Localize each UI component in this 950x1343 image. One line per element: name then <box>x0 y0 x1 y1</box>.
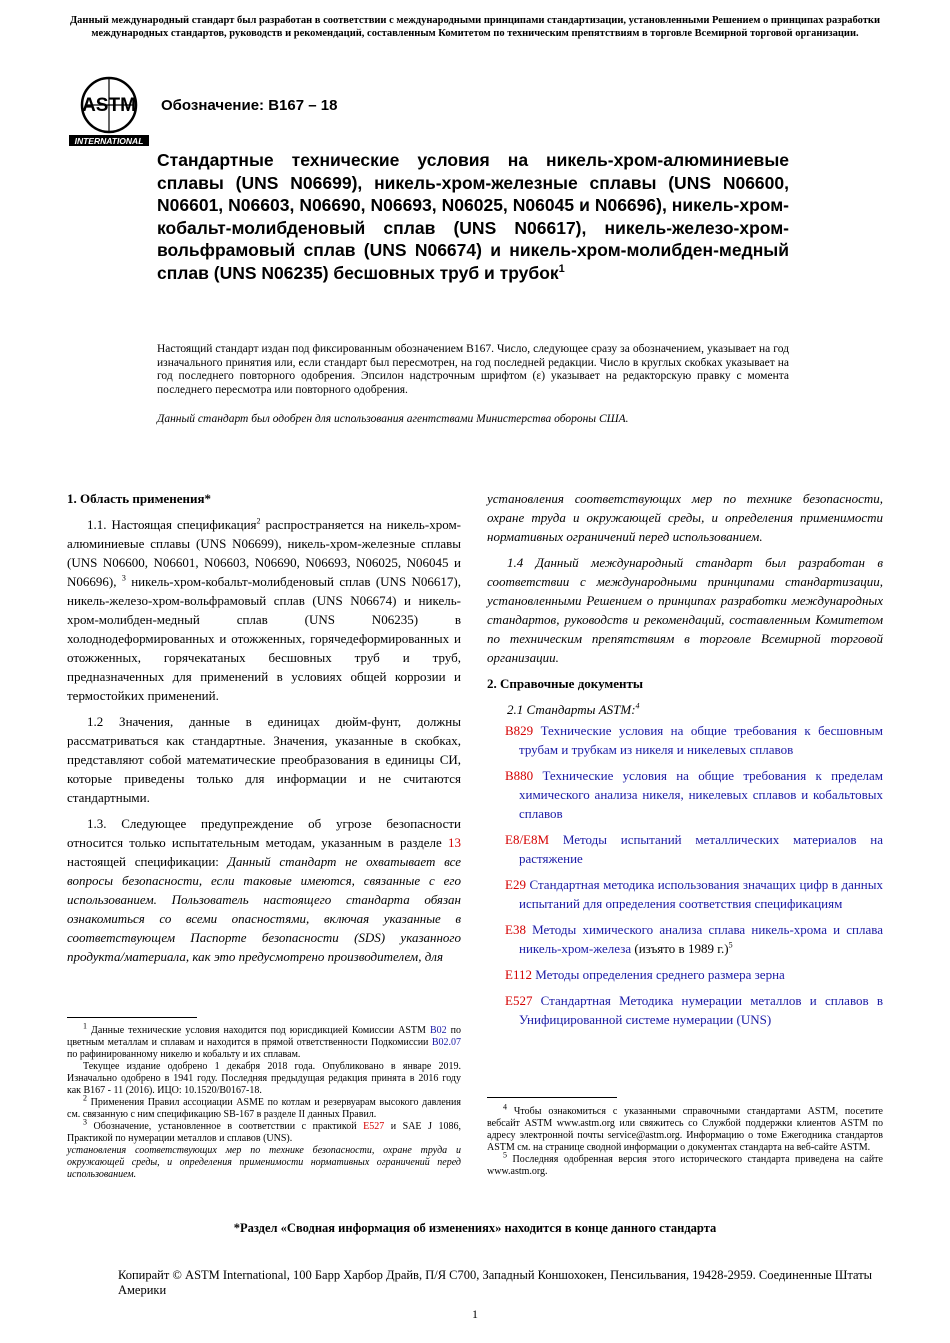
footnote-ref-3[interactable]: 3 <box>121 573 126 583</box>
footnote-1-edition: Текущее издание одобрено 1 декабря 2018 года. Опубликовано в январе 2019. Изначально одобрено в 1941 году. Последняя предыдущая редакция принята в 2016 году как B167 - 11 (2016). ИЦО: 10.1520/B0167-18. <box>67 1061 461 1096</box>
footnote-3-continuation: установления соответствующих мер по технике безопасности, охране труда и окружающей среды, и определения применимости нормативных ограничений перед использованием. <box>67 1145 461 1180</box>
approval-note: Данный стандарт был одобрен для использования агентствами Министерства обороны США. <box>157 413 629 425</box>
ref-code[interactable]: B880 <box>505 768 534 783</box>
title-footnote-ref: 1 <box>558 262 565 275</box>
astm-logo-icon <box>66 73 152 149</box>
left-column <box>67 489 461 973</box>
right-footnote-rule <box>487 1097 617 1098</box>
reference-item[interactable] <box>487 721 883 759</box>
footnote-4: $^4$ Чтобы ознакомиться с указанными справочными стандартами ASTM, посетите вебсайт ASTM www.astm.org или свяжитесь со Службой поддержки клиентов ASTM по адресу электронной почты service@astm.org. Информацию о томе Ежегодника стандартов ASTM см. на странице сводной информации о документах стандарта на веб-сайте ASTM. <box>487 1102 883 1153</box>
astm-reference-list <box>487 721 883 1029</box>
footnote-5: $^5$ Последняя одобренная версия этого исторического стандарта приведена на сайте www.astm.org. <box>487 1150 883 1177</box>
section-13-link[interactable]: 13 <box>448 835 461 850</box>
para-1-3-continuation: установления соответствующих мер по технике безопасности, охране труда и окружающей среды, и определения применимости нормативных ограничений перед использованием. <box>487 491 883 544</box>
para-1-2: 1.2 Значения, данные в единицах дюйм-фунт, должны рассматриваться как стандартные. Значения, указанные в скобках, представляют собой математические преобразования в единицы СИ, которые приведены только для информации и не считаются стандартными. <box>67 714 461 805</box>
ref-code[interactable]: E8/E8M <box>505 832 550 847</box>
link-b02-07[interactable]: B02.07 <box>431 1037 461 1048</box>
reference-item[interactable] <box>487 965 883 984</box>
para-1-1: 1.1. Настоящая спецификация$^2$ распространяется на никель-хром-алюминиевые сплавы (UNS N06699), никель-хром-железные сплавы (UNS N06600, N06601, N06603, N06690, N06693, N06025, N06045 и N06696), $^3$ никель-хром-кобальт-молибденовый сплав (UNS N06617), никель-железо-хром-вольфрамовый сплав (UNS N06674) и никель-хром-молибден-медный сплав (UNS N06235) в холоднодеформированных и отожженных, горячедеформированных и отожженных, горячекатаных бесшовных труб и труб, предназначенных для применений в условиях общей коррозии и термостойких применений. <box>67 516 462 703</box>
reference-item[interactable] <box>487 991 883 1029</box>
footnote-2: $^2$ Применения Правил ассоциации ASME по котлам и резервуарам высокого давления см. связанную с ним спецификацию SB-167 в разделе II данных Правил. <box>67 1093 461 1120</box>
astm-logo <box>66 73 152 149</box>
designation: Обозначение: B167 – 18 <box>161 97 338 114</box>
section-1-heading: 1. Область применения* <box>67 491 211 506</box>
footnote-1: $^1$ Данные технические условия находится под юрисдикцией Комиссии ASTM B02 по цветным металлам и сплавам и находится в прямой ответственности Подкомиссии B02.07 по рафинированному никелю и кобальту и их сплавам. <box>67 1021 461 1060</box>
logo-text-bottom: INTERNATIONAL <box>74 136 144 146</box>
right-column <box>487 489 883 1036</box>
ref-code[interactable]: E527 <box>505 993 533 1008</box>
page-number: 1 <box>472 1307 478 1321</box>
para-2-1: 2.1 Стандарты ASTM:$^4$ <box>507 701 640 717</box>
copyright-notice: Копирайт © ASTM International, 100 Барр Харбор Драйв, П/Я C700, Западный Коншохокен, Пенсильвания, 19428-2959. Соединенные Штаты Америки <box>118 1268 873 1297</box>
logo-text-top: ASTM <box>82 95 136 116</box>
reference-item[interactable] <box>487 766 883 823</box>
link-b02[interactable]: B02 <box>429 1025 447 1036</box>
ref-code[interactable]: E38 <box>505 922 526 937</box>
left-footnote-rule <box>67 1017 197 1018</box>
ref-title[interactable]: Методы химического анализа сплава никель-хрома и сплава никель-хром-железа <box>519 922 883 956</box>
reference-item[interactable] <box>487 830 883 868</box>
para-1-3: 1.3. Следующее предупреждение об угрозе безопасности относится только испытательным методам, указанным в разделе 13 настоящей спецификации: Данный стандарт не охватывает все вопросы безопасности, если таковые имеются, связанные с его использованием. Пользователь настоящего стандарта обязан ознакомиться со всеми опасностями, включая указанные в соответствующем Паспорте безопасности (SDS) указанного продукта/материала, как это предусмотрено производителем, для <box>67 816 462 964</box>
footnote-3: $^3$ Обозначение, установленное в соответствии с практикой E527 и SAE J 1086, Практикой по нумерации металлов и сплавов (UNS). <box>67 1117 461 1144</box>
title-text: Стандартные технические условия на никель-хром-алюминиевые сплавы (UNS N06699), никель-хром-железные сплавы (UNS N06600, N06601, N06603, N06690, N06693, N06025, N06045 и N06696), никель-хром-кобальт-молибденовый сплав (UNS N06617), никель-железо-хром-вольфрамовый сплав (UNS N06674) и никель-хром-молибден-медный сплав (UNS N06235) бесшовных труб и трубок <box>157 150 789 283</box>
ref-title[interactable]: Технические условия на общие требования к пределам химического анализа никеля, никелевых сплавов и кобальтовых сплавов <box>519 768 883 821</box>
link-e527-footnote[interactable]: E527 <box>363 1121 385 1132</box>
ref-code[interactable]: B829 <box>505 723 534 738</box>
reference-item[interactable]: E38 Методы химического анализа сплава никель-хрома и сплава никель-хром-железа (изъято в 1989 г.)$^5$ <box>505 922 883 956</box>
ref-title[interactable]: Стандартная методика использования значащих цифр в данных испытаний для определения соответствия спецификациям <box>519 877 883 911</box>
section-2-heading: 2. Справочные документы <box>487 676 644 691</box>
summary-of-changes-note: *Раздел «Сводная информация об изменениях» находится в конце данного стандарта <box>233 1221 717 1235</box>
ref-title[interactable]: Технические условия на общие требования к бесшовным трубам и трубкам из никеля и никелевых сплавов <box>519 723 883 757</box>
document-title <box>157 149 789 284</box>
ref-code[interactable]: E29 <box>505 877 526 892</box>
ref-suffix: (изъято в 1989 г.) <box>631 941 729 956</box>
ref-title[interactable]: Методы определения среднего размера зерна <box>531 967 785 982</box>
intro-paragraph: Настоящий стандарт издан под фиксированным обозначением B167. Число, следующее сразу за обозначением, указывает на год изначального принятия или, если стандарт был пересмотрен, на год последней редакции. Число в круглых скобках указывает на год последнего повторного одобрения. Эпсилон надстрочным шрифтом (ε) указывает на редакторскую правку с момента последнего пересмотра или повторного одобрения. <box>157 343 789 396</box>
right-footnotes <box>487 1102 883 1178</box>
reference-item[interactable] <box>487 875 883 913</box>
left-footnotes <box>67 1021 461 1181</box>
ref-title[interactable]: Стандартная Методика нумерации металлов и сплавов в Унифицированной системе нумерации (UNS) <box>519 993 883 1027</box>
header-notice: Данный международный стандарт был разработан в соответствии с международными принципами стандартизации, установленными Решением о принципах разработки международных стандартов, руководств и рекомендаций, составленным Комитетом по техническим препятствиям в торговле Всемирной торговой организации. <box>69 15 881 39</box>
footnote-ref-2[interactable]: 2 <box>256 516 261 526</box>
para-1-4: 1.4 Данный международный стандарт был разработан в соответствии с международными принципами стандартизации, установленными Решением о принципах разработки международных стандартов, руководств и рекомендаций, составленным Комитетом по техническим препятствиям в торговле Всемирной торговой организации. <box>487 555 883 665</box>
ref-title[interactable]: Методы испытаний металлических материалов на растяжение <box>519 832 883 866</box>
ref-code[interactable]: E112 <box>505 967 532 982</box>
